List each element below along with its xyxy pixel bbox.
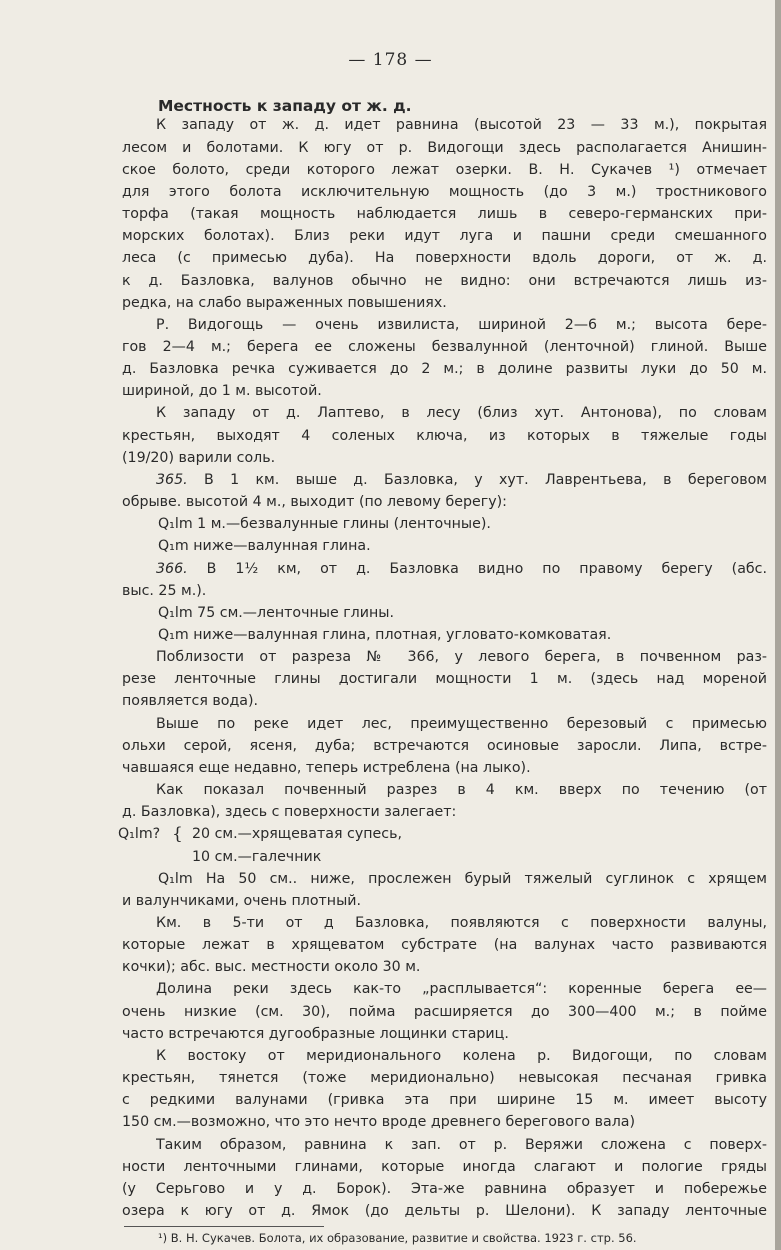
text-line: появляется вода). <box>122 693 259 710</box>
text-line: и валунчиками, очень плотный. <box>122 892 362 909</box>
text-line: Р. Видогощь — очень извилиста, шириной 2—6 м.; высота бере- <box>156 316 767 333</box>
footnote: ¹) В. Н. Сукачев. Болота, их образование, развитие и свойства. 1923 г. стр. 56. <box>158 1230 637 1245</box>
text-line: крестьян, тянется (тоже меридионально) невысокая песчаная гривка <box>122 1070 767 1087</box>
text-line: шириной, до 1 м. высотой. <box>122 383 322 400</box>
text-line: Q₁lm 75 см.—ленточные глины. <box>158 604 394 621</box>
text-line: Поблизости от разреза № 366, у левого берега, в почвенном раз- <box>156 649 767 666</box>
text-line: очень низкие (см. 30), пойма расширяется до 300—400 м.; в пойме <box>122 1003 767 1020</box>
text-line: крестьян, выходят 4 соленых ключа, из которых в тяжелые годы <box>122 427 767 444</box>
text-line: выс. 25 м.). <box>122 582 207 599</box>
text-line: К востоку от меридионального колена р. Видогощи, по словам <box>156 1047 767 1064</box>
text-line: которые лежат в хрящеватом субстрате (на валунах часто развиваются <box>122 937 767 954</box>
text-line: лесом и болотами. К югу от р. Видогощи здесь располагается Анишин- <box>122 139 767 156</box>
text-line: ское болото, среди которого лежат озерки. В. Н. Сукачев ¹) отмечает <box>122 161 767 178</box>
text-line: К западу от ж. д. идет равнина (высотой 23 — 33 м.), покрытая <box>156 117 767 134</box>
formula-label: Q₁lm? <box>118 826 161 843</box>
text-line: Таким образом, равнина к зап. от р. Веряжи сложена с поверх- <box>156 1136 767 1153</box>
text-line: Q₁m ниже—валунная глина, плотная, угловато-комковатая. <box>158 627 612 643</box>
page-edge-shadow <box>775 0 781 1250</box>
text-line: Как показал почвенный разрез в 4 км. вверх по течению (от <box>156 782 767 799</box>
page-number: — 178 — <box>348 50 433 70</box>
text-line: ольхи серой, ясеня, дуба; встречаются осиновые заросли. Липа, встре- <box>122 737 767 754</box>
text-line: д. Базловка), здесь с поверхности залегает: <box>122 804 457 821</box>
brace-glyph: { <box>172 824 183 845</box>
text-line: озера к югу от д. Ямок (до дельты р. Шелони). К западу ленточные <box>122 1203 767 1219</box>
text-line: (19/20) варили соль. <box>122 449 276 466</box>
text-line: 10 см.—галечник <box>192 848 322 865</box>
text-line: чавшаяся еще недавно, теперь истреблена (на лыко). <box>122 759 531 776</box>
text-line: Км. в 5-ти от д Базловка, появляются с поверхности валуны, <box>156 915 767 931</box>
section-number-366: 366. <box>156 560 188 577</box>
text-line: леса (с примесью дуба). На поверхности вдоль дороги, от ж. д. <box>122 250 767 267</box>
text-line: гов 2—4 м.; берега ее сложены безвалунной (ленточной) глиной. Выше <box>122 339 767 355</box>
text-line: Q₁m ниже—валунная глина. <box>158 538 371 555</box>
text-line: обрыве. высотой 4 м., выходит (по левому берегу): <box>122 494 507 511</box>
text-line: к д. Базловка, валунов обычно не видно: они встречаются лишь из- <box>122 272 767 289</box>
text-line: 366. В 1½ км, от д. Базловка видно по правому берегу (абс. <box>156 560 767 577</box>
text-line: ности ленточными глинами, которые иногда слагают и пологие гряды <box>122 1158 767 1175</box>
text-line: Выше по реке идет лес, преимущественно березовый с примесью <box>156 715 767 732</box>
text-line: Q₁lm 1 м.—безвалунные глины (ленточные). <box>158 516 491 533</box>
footnote-rule <box>124 1226 324 1227</box>
text-line: морских болотах). Близ реки идут луга и пашни среди смешанного <box>122 228 767 245</box>
text-line: для этого болота исключительную мощность (до 3 м.) тростникового <box>122 183 767 200</box>
text-line: торфа (такая мощность наблюдается лишь в северо-германских при- <box>122 206 767 223</box>
text-line: Долина реки здесь как-то „расплывается“: коренные берега ее— <box>156 981 767 998</box>
text-line: (у Серьгово и у д. Борок). Эта-же равнина образует и побережье <box>122 1180 767 1197</box>
text-line: с редкими валунами (гривка эта при ширине 15 м. имеет высоту <box>122 1092 767 1109</box>
text-line: д. Базловка речка суживается до 2 м.; в долине развиты луки до 50 м. <box>122 361 767 378</box>
text-line: редка, на слабо выраженных повышениях. <box>122 294 447 311</box>
text-line: Q₁lm На 50 см.. ниже, прослежен бурый тяжелый суглинок с хрящем <box>158 870 767 887</box>
section-number-365: 365. <box>156 471 188 488</box>
text-line: 20 см.—хрящеватая супесь, <box>192 826 402 843</box>
text-line: 365. В 1 км. выше д. Базловка, у хут. Лаврентьева, в береговом <box>156 471 767 488</box>
section-title: Местность к западу от ж. д. <box>158 97 412 115</box>
text-line: К западу от д. Лаптево, в лесу (близ хут. Антонова), по словам <box>156 405 767 422</box>
text-line: часто встречаются дугообразные лощинки стариц. <box>122 1025 509 1042</box>
text-line: кочки); абс. выс. местности около 30 м. <box>122 959 421 976</box>
text-line: 150 см.—возможно, что это нечто вроде древнего берегового вала) <box>122 1114 636 1131</box>
text-line: резе ленточные глины достигали мощности 1 м. (здесь над мореной <box>122 671 767 688</box>
